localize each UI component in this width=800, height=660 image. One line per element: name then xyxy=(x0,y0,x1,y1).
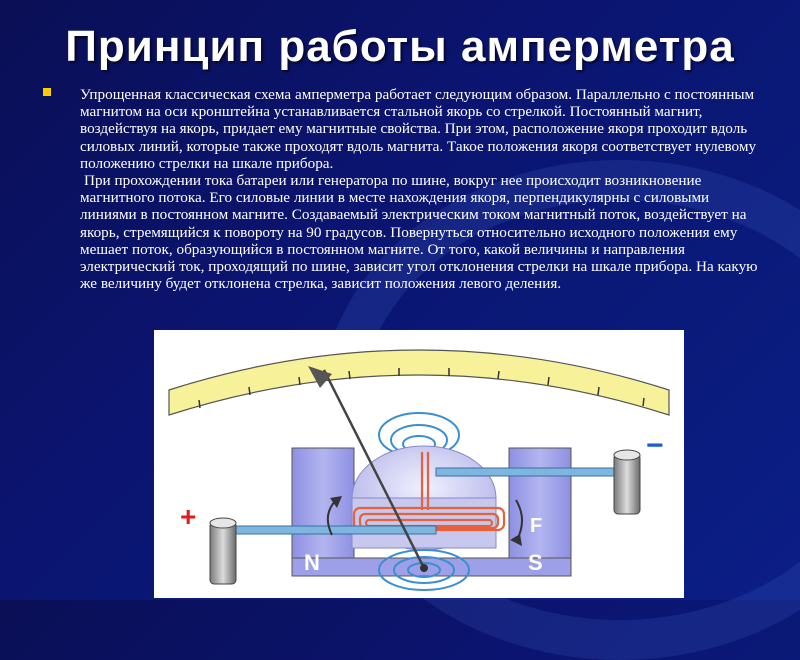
paragraph-1: Упрощенная классическая схема амперметра работает следующим образом. Параллельно с постоянным магнитом на оси кронштейна устанавливается стальной якорь со стрелкой. Постоянный магнит, воздействуя на якорь, придает ему магнитные свойства. При этом, расположение якоря проходит вдоль силовых линий, которые также проходят вдоль магнита. Такое положения якоря соответствует нулевому положению стрелки на шкале прибора. xyxy=(80,86,757,172)
armature-base xyxy=(352,498,496,548)
plus-label: + xyxy=(180,501,197,532)
terminal-minus-top xyxy=(614,450,640,460)
ammeter-diagram xyxy=(154,330,684,598)
magnet-north xyxy=(292,448,354,576)
pointer-pivot xyxy=(420,564,428,572)
meter-scale xyxy=(169,350,669,415)
paragraph-2: При прохождении тока батареи или генератора по шине, вокруг нее происходит возникновение магнитного потока. Его силовые линии в месте нахождения якоря, перпендикулярны с силовыми линиями в постоянном магните. Создаваемый электрическим током магнитный поток, воздействует на якорь, стремящийся к повороту на 90 градусов. Повернуться относительно исходного положения ему мешает поток, образующийся в постоянном магните. От того, какой величины и направления электрический ток, проходящий по шине, зависит угол отклонения стрелки на шкале прибора. На какую же величину будет отклонена стрелка, зависит положения левого деления. xyxy=(80,172,758,293)
minus-label: − xyxy=(646,429,664,462)
current-bus-bar-right xyxy=(436,468,626,476)
terminal-plus-top xyxy=(210,518,236,528)
magnet-north-label: N xyxy=(304,550,320,575)
ammeter-diagram-svg xyxy=(154,330,684,598)
terminal-plus xyxy=(210,522,236,584)
terminal-minus xyxy=(614,454,640,514)
bullet-marker xyxy=(43,88,51,96)
force-label: F xyxy=(530,515,543,537)
slide-title: Принцип работы амперметра xyxy=(65,22,735,71)
magnet-south-label: S xyxy=(528,550,543,575)
body-text xyxy=(80,86,760,292)
